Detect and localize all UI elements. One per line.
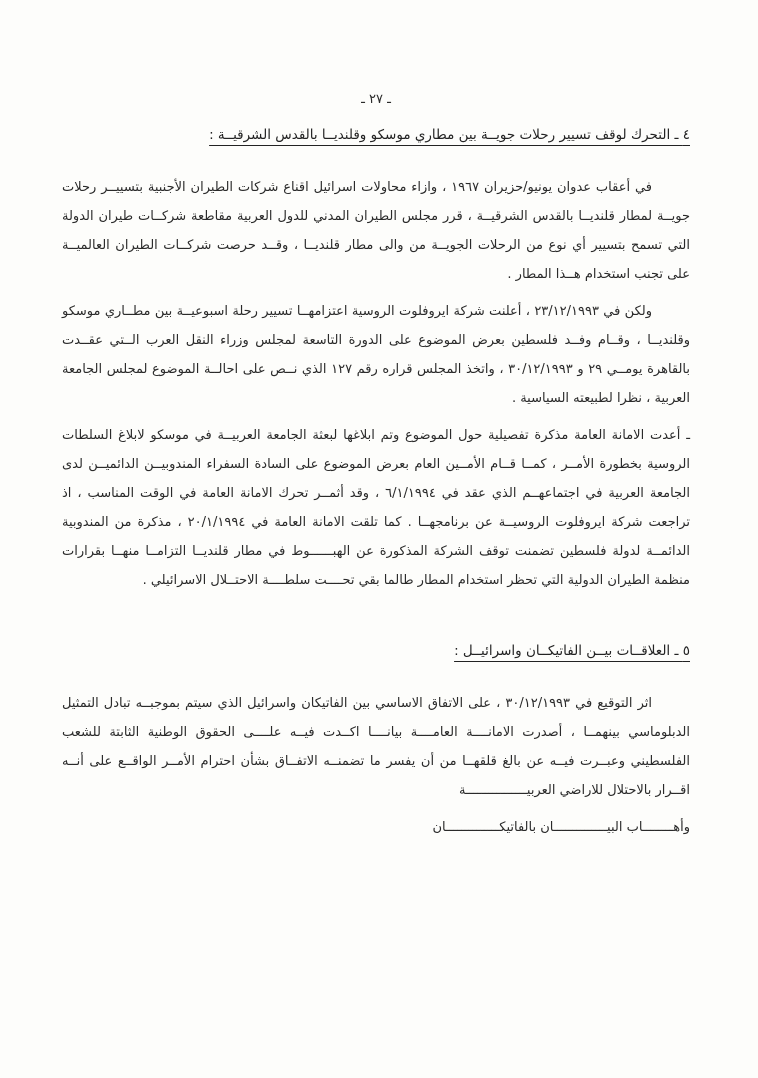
page-number: ـ ٢٧ ـ	[361, 92, 391, 107]
section-4-paragraph-1: في أعقاب عدوان يونيو/حزيران ١٩٦٧ ، وازاء محاولات اسرائيل اقناع شركات الطيران الأجنبية بتسييــر رحلات جويــة لمطار قلنديــا بالقدس الشرقيــة ، قرر مجلس الطيران المدني للدول العربية مقاطعة شركــات طيران الدولة التي تسمح بتسيير أي نوع من الرحلات الجويــة من والى مطار قلنديــا ، وقــد حرصت شركــات الطيران العالميــة على تجنب استخدام هــذا المطار .	[62, 180, 690, 282]
section-4	[62, 127, 690, 595]
section-5-paragraph-2: وأهــــــــاب البيــــــــــــــان بالفاتيكــــــــــــــان	[432, 820, 690, 835]
section-4-paragraph-2: ولكن في ٢٣/١٢/١٩٩٣ ، أعلنت شركة ايروفلوت الروسية اعتزامهــا تسيير رحلة اسبوعيــة بين مطــاري موسكو وقلنديــا ، وقــام وفــد فلسطين بعرض الموضوع على الدورة التاسعة لمجلس وزراء النقل العرب الــتي عقــدت بالقاهرة يومــي ٢٩ و ٣٠/١٢/١٩٩٣ ، واتخذ المجلس قراره رقم ١٢٧ الذي نــص على احالــة الموضوع لمجلس الجامعة العربية ، نظرا لطبيعته السياسية .	[62, 304, 691, 406]
section-5-heading: ٥ ـ العلاقــات بيــن الفاتيكــان واسرائيــل :	[454, 643, 690, 659]
section-4-paragraph-3: ـ أعدت الامانة العامة مذكرة تفصيلية حول الموضوع وتم ابلاغها لبعثة الجامعة العربيــة في موسكو لابلاغ السلطات الروسية بخطورة الأمــر ، كمــا قــام الأمــين العام بعرض الموضوع على السادة السفراء المندوبيــن الدائميــن لدى الجامعة العربية في اجتماعهــم الذي عقد في ٦/١/١٩٩٤ ، وقد أثمــر تحرك الامانة العامة في الوقت المناسب ، اذ تراجعت شركة ايروفلوت الروسيــة عن برنامجهــا . كما تلقت الامانة العامة في ٢٠/١/١٩٩٤ ، مذكرة من المندوبية الدائمــة لدولة فلسطين تضمنت توقف الشركة المذكورة عن الهبــــــوط في مطار قلنديــا التزامــا منهــا بقرارات منظمة الطيران الدولية التي تحظر استخدام المطار طالما بقي تحــــت سلطــــة الاحتــلال الاسرائيلي .	[62, 428, 691, 588]
section-5	[62, 643, 690, 842]
section-4-heading: ٤ ـ التحرك لوقف تسيير رحلات جويــة بين مطاري موسكو وقلنديــا بالقدس الشرقيــة :	[209, 127, 690, 143]
section-5-paragraph-1: اثر التوقيع في ٣٠/١٢/١٩٩٣ ، على الاتفاق الاساسي بين الفاتيكان واسرائيل الذي سيتم بموجبــه تبادل التمثيل الدبلوماسي بينهمــا ، أصدرت الامانــــة العامــــة بيانــــا اكــدت فيــه علــــى الحقوق الوطنية الثابتة للشعب الفلسطيني وعبــرت فيــه عن بالغ قلقهــا من أن يفسر ما تضمنــه الاتفــاق بشأن احترام الأمــر الواقــع على أنــه اقــرار بالاحتلال للاراضي العربيــــــــــــــــة	[62, 696, 690, 798]
